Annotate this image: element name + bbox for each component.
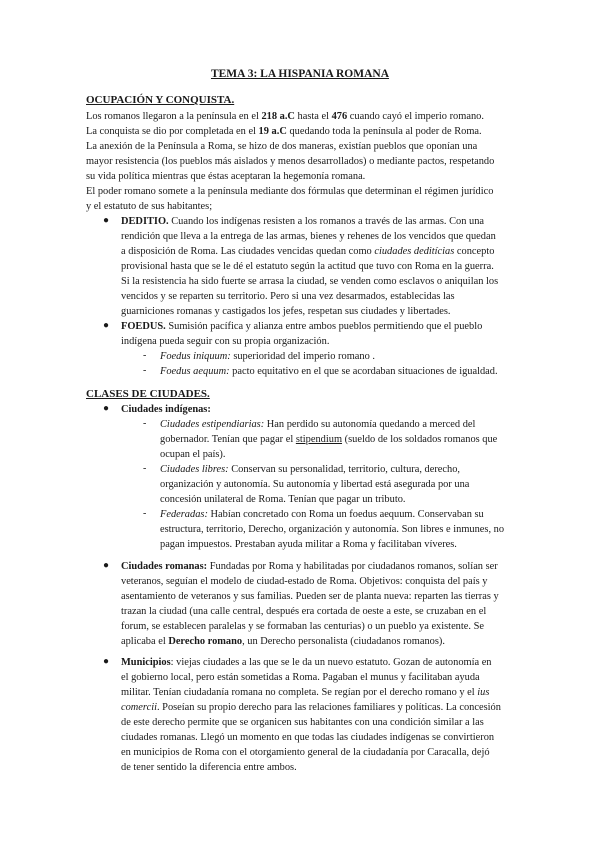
foedus-sub-2: Foedus aequum: pacto equitativo en el que se acordaban situaciones de igualdad. — [160, 366, 498, 377]
foedus-sub-1: Foedus iniquum: superioridad del imperio romano . — [160, 351, 375, 362]
bullet-icon: ● — [103, 403, 110, 414]
bullet-icon: ● — [103, 320, 110, 331]
estipendiarias-line-3: ocupan el país). — [160, 449, 226, 460]
federadas-line-1: Federadas: Habían concretado con Roma un foedus aequum. Conservaban su — [160, 509, 484, 520]
romanas-line-5: forum, se establecen paralelas y se formaban las centurias) o un pueblo ya existente. Se — [121, 621, 484, 632]
municipios-line-5: de este derecho permite que se organicen sus habitantes con una condición similar a las — [121, 717, 484, 728]
page-title: TEMA 3: LA HISPANIA ROMANA — [210, 68, 390, 80]
intro-line-6: El poder romano somete a la península mediante dos fórmulas que determinan el régimen jurídico — [86, 186, 494, 197]
intro-line-2: La conquista se dio por completada en el 19 a.C quedando toda la península al poder de Roma. — [86, 126, 482, 137]
bullet-icon: ● — [103, 560, 110, 571]
municipios-line-8: de tener sentido la diferencia entre ambos. — [121, 762, 297, 773]
section-heading-clases: CLASES DE CIUDADES. — [86, 388, 210, 400]
intro-line-5: su vida política mientras que éstas aceptaran la hegemonía romana. — [86, 171, 366, 182]
deditio-line-7: guarniciones romanas y castigados los jefes, respetan sus ciudades y libertades. — [121, 306, 451, 317]
dash-icon: - — [143, 350, 147, 361]
bullet-icon: ● — [103, 215, 110, 226]
municipios-line-4: comercii. Poseían su propio derecho para las relaciones familiares y políticas. La concesión — [121, 702, 501, 713]
federadas-line-3: pagan impuestos. Prestaban ayuda militar a Roma y facilitaban víveres. — [160, 539, 457, 550]
municipios-line-1: Municipios: viejas ciudades a las que se le da un nuevo estatuto. Gozan de autonomía en — [121, 657, 492, 668]
intro-line-7: y el estatuto de sus habitantes; — [86, 201, 213, 212]
romanas-line-1: Ciudades romanas: Fundadas por Roma y habilitadas por ciudadanos romanos, solían ser — [121, 561, 498, 572]
federadas-line-2: estructura, territorio, Derecho, organización y autonomía. Son libres e inmunes, no — [160, 524, 505, 535]
dash-icon: - — [143, 463, 147, 474]
deditio-line-4: provisional hasta que se le dé el estatuto según la actitud que tuvo con Roma en la guerra. — [121, 261, 494, 272]
deditio-line-2: rendición que lleva a la entrega de las armas, bienes y rehenes de los vencidos que quedan — [121, 231, 496, 242]
municipios-line-2: el gobierno local, pero están sometidas a Roma. Pagaban el munus y facilitaban ayuda — [121, 672, 480, 683]
deditio-line-5: Si la resistencia ha sido fuerte se arrasa la ciudad, se venden como esclavos o aniquilan los — [121, 276, 499, 287]
dash-icon: - — [143, 508, 147, 519]
intro-line-1: Los romanos llegaron a la península en el 218 a.C hasta el 476 cuando cayó el imperio romano. — [86, 111, 484, 122]
romanas-line-3: asentamiento de veteranos y sus familias. Pueden ser de planta nueva: reparten las tierras y — [121, 591, 499, 602]
libres-line-3: concesión unilateral de Roma. Tenían que pagar un tributo. — [160, 494, 406, 505]
romanas-line-2: veteranos, seguían el modelo de ciudad-estado de Roma. Objetivos: conquista del país y — [121, 576, 488, 587]
municipios-line-3: militar. Tenían ciudadanía romana no completa. Se regían por el derecho romano y el ius — [121, 687, 490, 698]
deditio-line-1: DEDITIO. Cuando los indígenas resisten a los romanos a través de las armas. Con una — [121, 216, 485, 227]
estipendiarias-line-1: Ciudades estipendiarias: Han perdido su autonomía quedando a merced del — [160, 419, 476, 430]
municipios-line-7: en municipios de Roma con el otorgamiento general de la ciudadanía por Caracalla, dejó — [121, 747, 490, 758]
libres-line-1: Ciudades libres: Conservan su personalidad, territorio, cultura, derecho, — [160, 464, 461, 475]
bullet-icon: ● — [103, 656, 110, 667]
intro-line-4: mayor resistencia (los pueblos más aislados y menos desarrollados) o mediante pactos, respetando — [86, 156, 495, 167]
romanas-line-4: trazan la ciudad (una calle central, después era cortada de oeste a este, se cruzaban en el — [121, 606, 487, 617]
deditio-line-3: a disposición de Roma. Las ciudades vencidas quedan como ciudades deditícias concepto — [121, 246, 495, 257]
libres-line-2: organización y autonomía. Su autonomía y libertad está asegurada por una — [160, 479, 470, 490]
dash-icon: - — [143, 418, 147, 429]
municipios-line-6: ciudades romanas. Llegó un momento en que todas las ciudades indígenas se convirtieron — [121, 732, 495, 743]
estipendiarias-line-2: gobernador. Tenían que pagar el stipendium (sueldo de los soldados romanos que — [160, 434, 498, 445]
romanas-line-6: aplicaba el Derecho romano, un Derecho personalista (ciudadanos romanos). — [121, 636, 445, 647]
dash-icon: - — [143, 365, 147, 376]
foedus-line-1: FOEDUS. Sumisión pacífica y alianza entre ambos pueblos permitiendo que el pueblo — [121, 321, 483, 332]
intro-line-3: La anexión de la Península a Roma, se hizo de dos maneras, existían pueblos que oponían una — [86, 141, 478, 152]
indigenas-label: Ciudades indígenas: — [121, 404, 211, 415]
section-heading-ocupacion: OCUPACIÓN Y CONQUISTA. — [86, 94, 235, 106]
foedus-line-2: indígena pueda seguir con su propia organización. — [121, 336, 330, 347]
deditio-line-6: vencidos y se reparten su territorio. Pero si una vez desarmados, establecidas las — [121, 291, 455, 302]
